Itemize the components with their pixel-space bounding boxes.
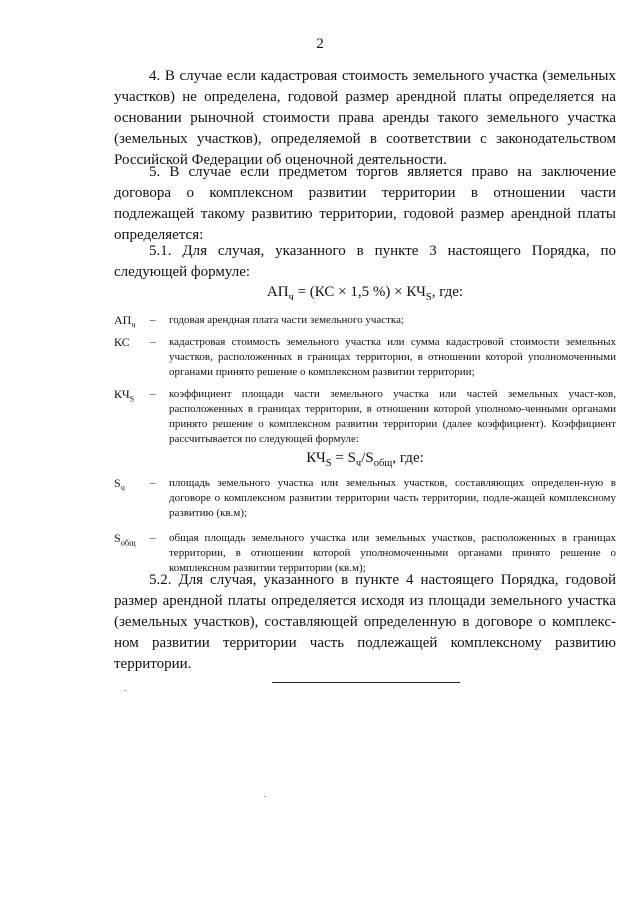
paragraph-5-block — [114, 162, 616, 246]
paragraph-4: 4. В случае если кадастровая стоимость земельного участка (земельных участков) не определена, годовой размер арендной платы определяется на основании рыночной стоимости права аренды такого земельного участка (земельных участков), определяемой в соответствии с законодательством Российской Федерации об оценочной деятельности. — [114, 68, 616, 168]
definition-text: площадь земельного участка или земельных участков, составляющих определен-ную в договоре о комплексном развитии территории часть территории, подле-жащей комплексному развитию (кв.м); — [169, 477, 616, 519]
definition-dash: – — [150, 532, 156, 544]
scan-speck — [264, 796, 266, 797]
definition-text: общая площадь земельного участка или земельных участков, расположенных в границах территории, в отношении которой уполномоченными органами принято решение о комплексном развитии территории (кв.м); — [169, 532, 616, 574]
formula-rent — [114, 284, 616, 301]
paragraph-5-2: 5.2. Для случая, указанного в пункте 4 настоящего Порядка, годовой размер арендной платы определяется исходя из площади земельного участка (земельных участков), составляющей определенную в договоре о комплекс-ном развитии территории часть подлежащей комплексному развитию территории. — [114, 572, 616, 672]
definition-ap — [114, 313, 616, 328]
formula2-eq: = S — [331, 450, 356, 466]
closing-rule — [272, 682, 460, 683]
definition-text: коэффициент площади части земельного участка или частей земельных участ-ков, расположенных в границах территории, в отношении которой уполномо-ченными органами принято решение о комплексном развитии территории (далее коэффициент). Коэффициент рассчитывается по следующей формуле: — [169, 388, 616, 445]
definition-symbol: КС — [114, 335, 130, 349]
formula-coefficient — [114, 450, 616, 467]
formula2-s-sub: ч — [355, 458, 362, 469]
definition-ks — [114, 335, 616, 380]
definition-s-part — [114, 476, 616, 521]
formula-ap-sub: ч — [288, 292, 294, 303]
paragraph-5-2-block — [114, 570, 616, 675]
paragraph-5-1-block — [114, 241, 616, 283]
definition-symbol: $S_{общ}$ — [114, 531, 136, 548]
definition-symbol: $КЧ_S$ — [114, 387, 135, 404]
formula-middle: = (КС × 1,5 %) × КЧ — [293, 284, 426, 300]
scan-speck — [124, 690, 126, 691]
definitions-list-1 — [114, 313, 616, 454]
formula2-total-sub: общ — [373, 458, 393, 469]
formula-tail: , где: — [431, 284, 464, 300]
formula2-slash: /S — [361, 450, 374, 466]
definition-dash: – — [150, 314, 156, 326]
definition-symbol: $АП_ч$ — [114, 313, 136, 330]
formula2-kch: КЧ — [306, 450, 326, 466]
definition-text: кадастровая стоимость земельного участка или сумма кадастровой стоимости земельных участков, расположенных в границах территории, в отношении которой уполномоченными органами принято решение о комплексном развитии территории; — [169, 336, 616, 378]
definition-kch — [114, 387, 616, 447]
paragraph-5-1: 5.1. Для случая, указанного в пункте 3 настоящего Порядка, по следующей формуле: — [114, 243, 616, 280]
paragraph-4-block — [114, 66, 616, 171]
definition-dash: – — [150, 477, 156, 489]
definition-text: годовая арендная плата части земельного участка; — [169, 314, 405, 326]
formula2-tail: , где: — [392, 450, 424, 466]
paragraph-5: 5. В случае если предметом торгов является право на заключение договора о комплексном развитии территории в отношении части подлежащей такому развитию территории, годовой размер арендной платы определяется: — [114, 164, 616, 243]
definition-symbol: $S_ч$ — [114, 476, 125, 493]
definition-dash: – — [150, 336, 156, 348]
formula-kch-sub: S — [425, 292, 432, 303]
page-number: 2 — [316, 36, 324, 52]
formula2-kch-sub: S — [325, 458, 332, 469]
definition-dash: – — [150, 388, 156, 400]
definitions-list-2 — [114, 476, 616, 583]
formula-ap: АП — [266, 284, 289, 300]
